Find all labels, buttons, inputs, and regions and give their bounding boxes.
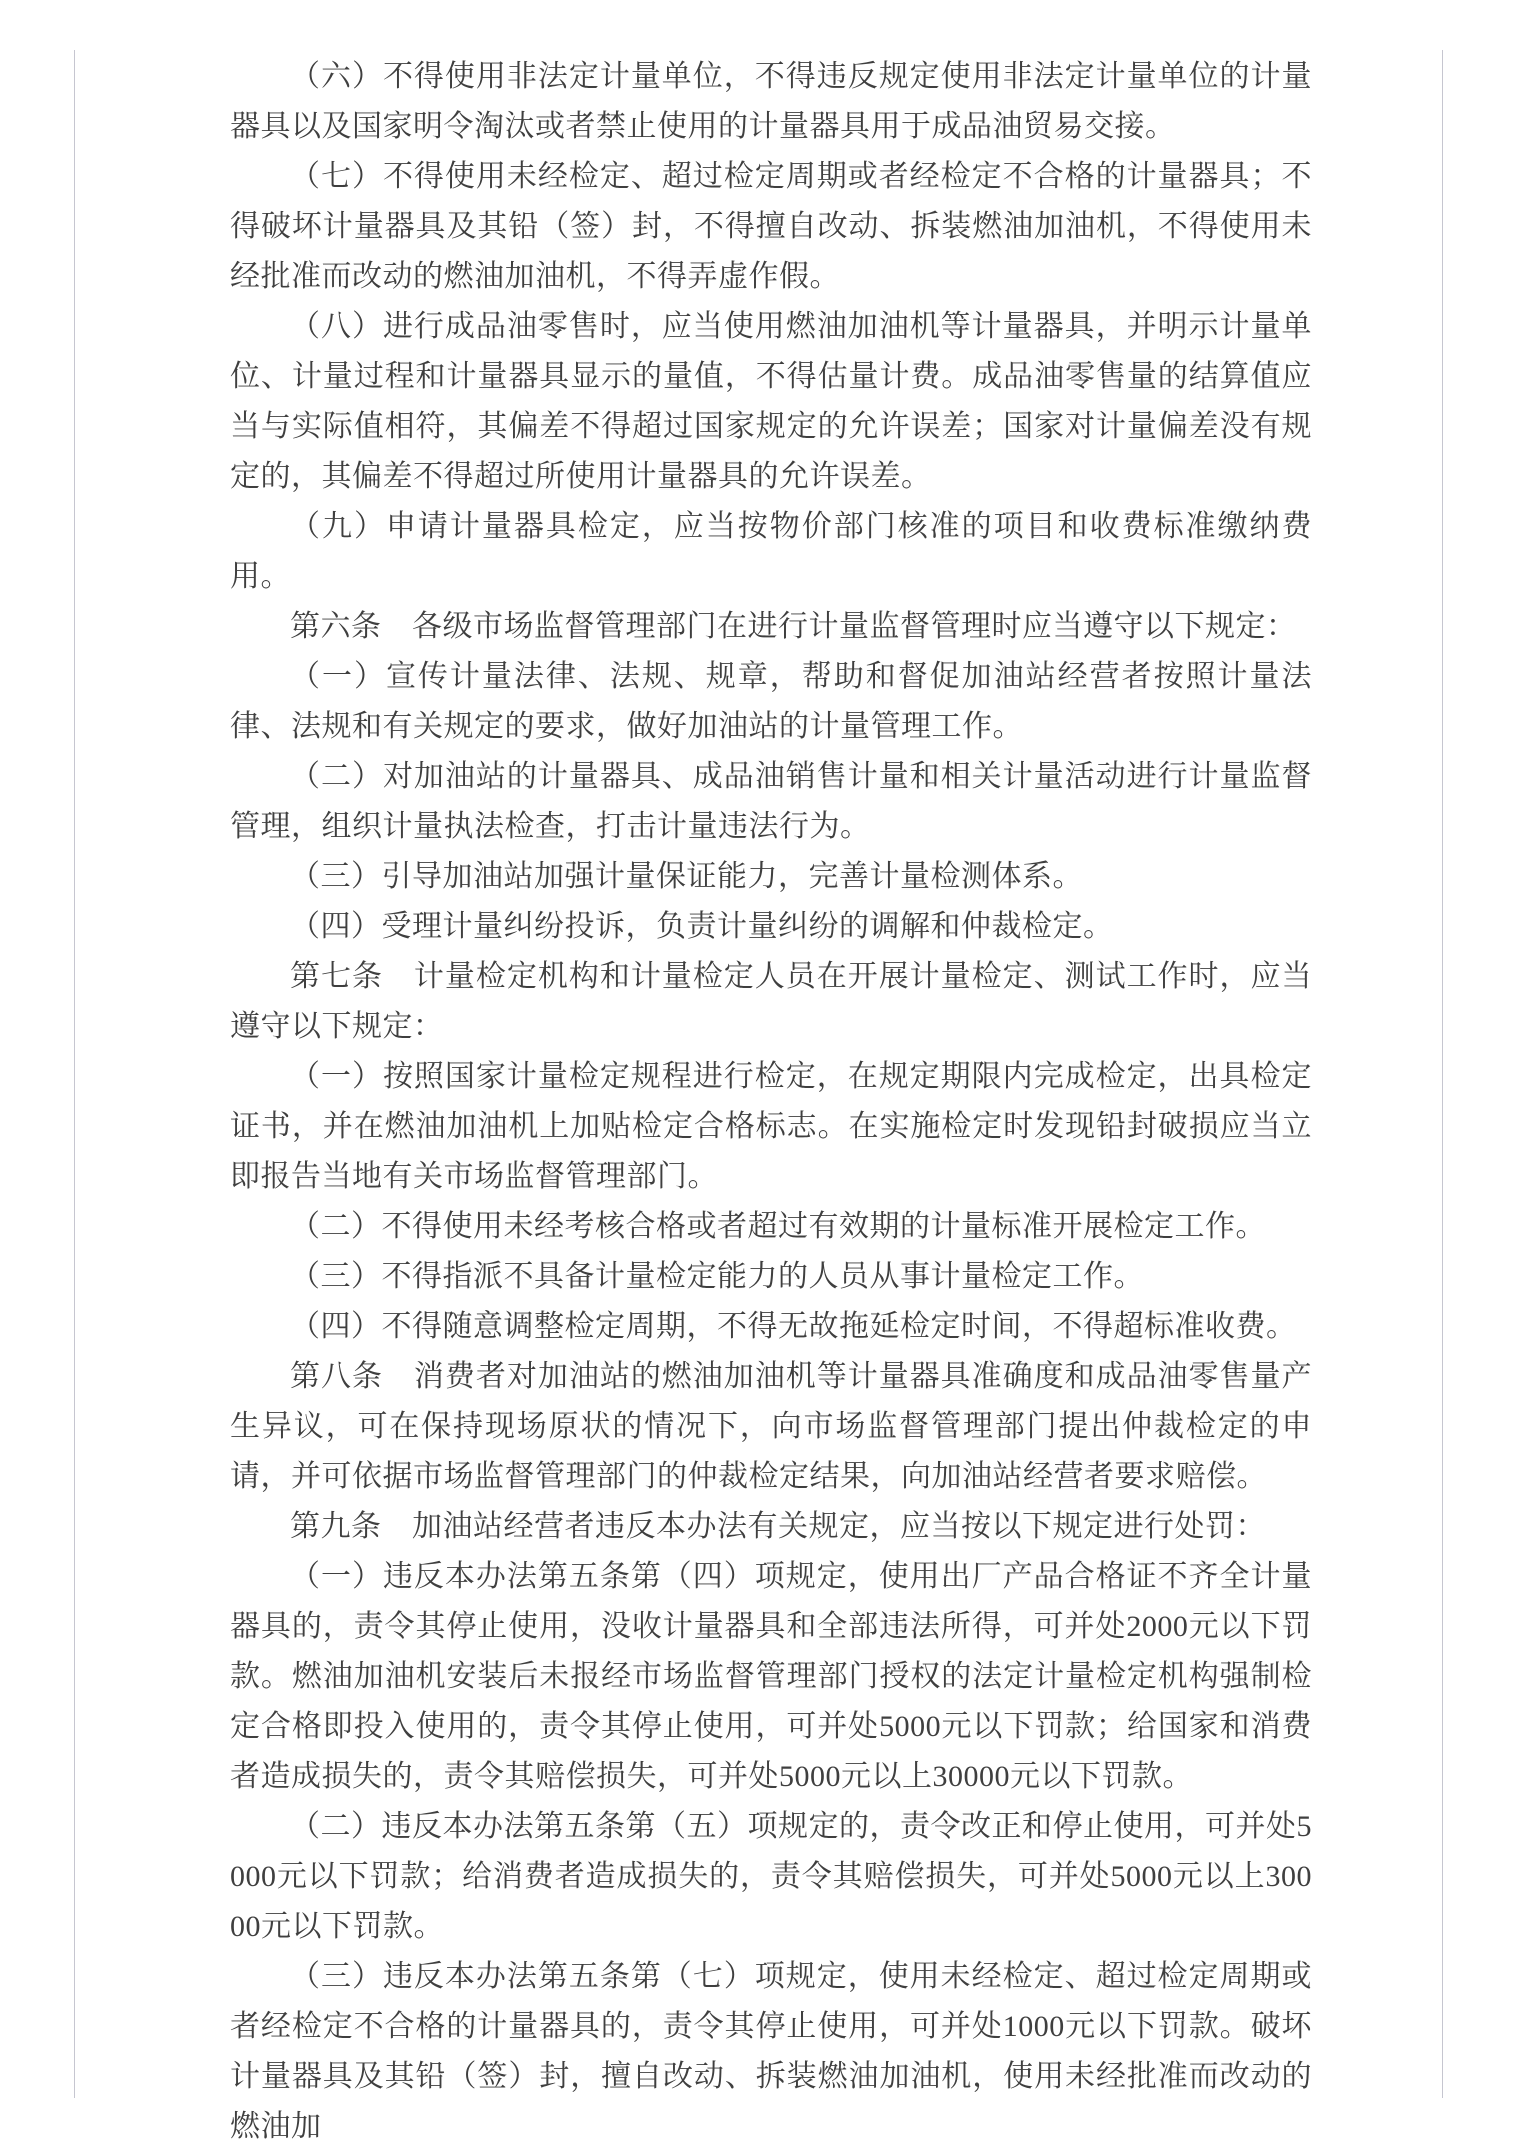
- document-paragraph: （三）引导加油站加强计量保证能力，完善计量检测体系。: [290, 860, 1083, 893]
- document-paragraph: （二）违反本办法第五条第（五）项规定的，责令改正和停止使用，可并处5000元以下罚款；给消费者造成损失的，责令其赔偿损失，可并处5000元以上30000元以下罚款。: [230, 1810, 1312, 1943]
- document-paragraph: （四）不得随意调整检定周期，不得无故拖延检定时间，不得超标准收费。: [290, 1310, 1297, 1343]
- document-paragraph: （一）按照国家计量检定规程进行检定，在规定期限内完成检定，出具检定证书，并在燃油加油机上加贴检定合格标志。在实施检定时发现铅封破损应当立即报告当地有关市场监督管理部门。: [230, 1060, 1312, 1193]
- document-paragraph: 第九条 加油站经营者违反本办法有关规定，应当按以下规定进行处罚：: [290, 1510, 1266, 1543]
- document-paragraph: 第六条 各级市场监督管理部门在进行计量监督管理时应当遵守以下规定：: [290, 610, 1297, 643]
- document-paragraph: （四）受理计量纠纷投诉，负责计量纠纷的调解和仲裁检定。: [290, 910, 1114, 943]
- document-paragraph: 第七条 计量检定机构和计量检定人员在开展计量检定、测试工作时，应当遵守以下规定：: [230, 960, 1312, 1043]
- document-paragraph: （六）不得使用非法定计量单位，不得违反规定使用非法定计量单位的计量器具以及国家明令淘汰或者禁止使用的计量器具用于成品油贸易交接。: [230, 60, 1312, 143]
- document-paragraph: （二）不得使用未经考核合格或者超过有效期的计量标准开展检定工作。: [290, 1210, 1266, 1243]
- page-right-border: [1442, 50, 1443, 2098]
- document-paragraph: （一）违反本办法第五条第（四）项规定，使用出厂产品合格证不齐全计量器具的，责令其停止使用，没收计量器具和全部违法所得，可并处2000元以下罚款。燃油加油机安装后未报经市场监督管理部门授权的法定计量检定机构强制检定合格即投入使用的，责令其停止使用，可并处5000元以下罚款；给国家和消费者造成损失的，责令其赔偿损失，可并处5000元以上30000元以下罚款。: [230, 1560, 1312, 1793]
- document-paragraph: （一）宣传计量法律、法规、规章，帮助和督促加油站经营者按照计量法律、法规和有关规定的要求，做好加油站的计量管理工作。: [230, 660, 1312, 743]
- document-paragraph: （九）申请计量器具检定，应当按物价部门核准的项目和收费标准缴纳费用。: [230, 510, 1312, 593]
- document-body: [230, 52, 1312, 2152]
- document-paragraph: （三）违反本办法第五条第（七）项规定，使用未经检定、超过检定周期或者经检定不合格的计量器具的，责令其停止使用，可并处1000元以下罚款。破坏计量器具及其铅（签）封，擅自改动、拆装燃油加油机，使用未经批准而改动的燃油加: [230, 1960, 1312, 2143]
- document-paragraph: （二）对加油站的计量器具、成品油销售计量和相关计量活动进行计量监督管理，组织计量执法检查，打击计量违法行为。: [230, 760, 1312, 843]
- document-paragraph: （七）不得使用未经检定、超过检定周期或者经检定不合格的计量器具；不得破坏计量器具及其铅（签）封，不得擅自改动、拆装燃油加油机，不得使用未经批准而改动的燃油加油机，不得弄虚作假。: [230, 160, 1312, 293]
- document-paragraph: 第八条 消费者对加油站的燃油加油机等计量器具准确度和成品油零售量产生异议，可在保持现场原状的情况下，向市场监督管理部门提出仲裁检定的申请，并可依据市场监督管理部门的仲裁检定结果，向加油站经营者要求赔偿。: [230, 1360, 1312, 1493]
- document-paragraph: （三）不得指派不具备计量检定能力的人员从事计量检定工作。: [290, 1260, 1144, 1293]
- page-left-border: [74, 50, 75, 2098]
- document-paragraph: （八）进行成品油零售时，应当使用燃油加油机等计量器具，并明示计量单位、计量过程和计量器具显示的量值，不得估量计费。成品油零售量的结算值应当与实际值相符，其偏差不得超过国家规定的允许误差；国家对计量偏差没有规定的，其偏差不得超过所使用计量器具的允许误差。: [230, 310, 1312, 493]
